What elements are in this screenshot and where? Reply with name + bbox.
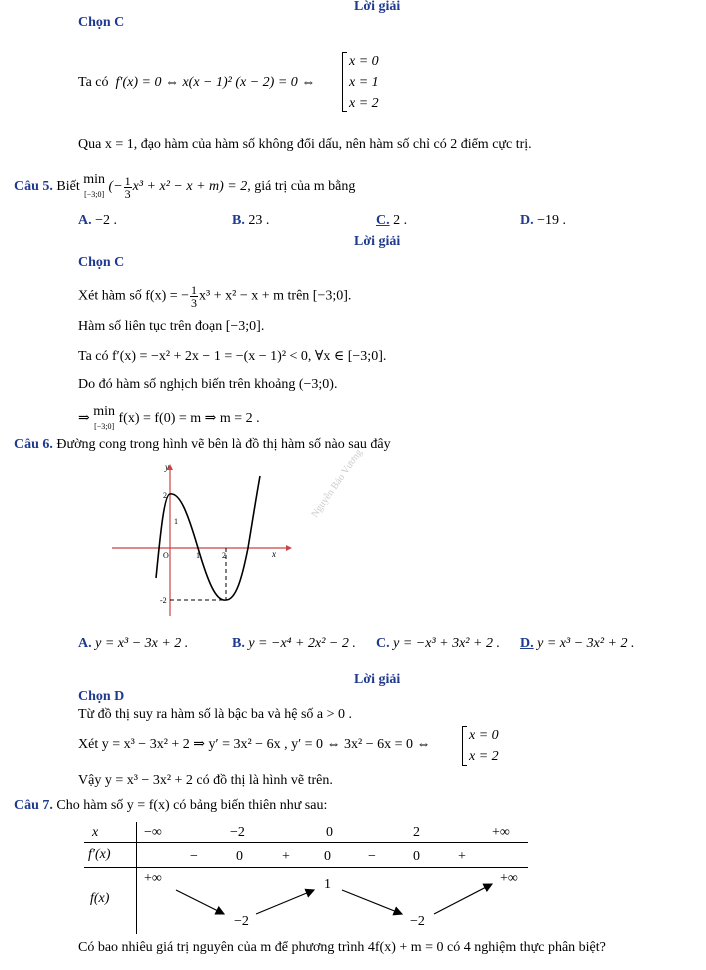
option-d[interactable]: D. y = x³ − 3x² + 2 . — [520, 636, 635, 651]
table-cell: −2 — [230, 825, 245, 840]
row-label-f: f(x) — [90, 891, 110, 906]
tick-x2: 2 — [222, 551, 226, 560]
table-cell: +∞ — [492, 825, 510, 840]
option-c[interactable]: C. y = −x³ + 3x² + 2 . — [376, 636, 500, 651]
option-b[interactable]: B. 23 . — [232, 213, 270, 228]
table-cell: +∞ — [144, 871, 162, 886]
solution-heading: Lời giải — [354, 672, 401, 687]
table-cell: − — [190, 849, 198, 864]
solution-line: Do đó hàm số nghịch biến trên khoảng (−3;0). — [78, 377, 338, 392]
table-cell: 0 — [236, 849, 243, 864]
table-cell: 0 — [413, 849, 420, 864]
solution-line: Ta có f′(x) = −x² + 2x − 1 = −(x − 1)² < 0, ∀x ∈ [−3;0]. — [78, 349, 387, 364]
solution-line: Hàm số liên tục trên đoạn [−3;0]. — [78, 319, 265, 334]
arrow-up-icon — [256, 890, 314, 914]
tick-y2: 2 — [163, 491, 167, 500]
question-stem: Câu 6. Đường cong trong hình vẽ bên là đồ thị hàm số nào sau đây — [14, 437, 391, 452]
table-cell: 1 — [324, 877, 331, 892]
variation-arrows — [84, 822, 528, 934]
table-cell: + — [458, 849, 466, 864]
table-cell: + — [282, 849, 290, 864]
solution-line: ⇒ min [−3;0] f(x) = f(0) = m ⇒ m = 2 . — [78, 404, 260, 431]
solution-line: Từ đồ thị suy ra hàm số là bậc ba và hệ số a > 0 . — [78, 707, 353, 722]
table-cell: −2 — [410, 914, 425, 929]
table-cell: 0 — [324, 849, 331, 864]
cubic-curve — [156, 476, 260, 600]
x-label: x — [272, 549, 276, 559]
x-axis-arrow-icon — [286, 545, 292, 551]
question-stem: Câu 5. Biết min [−3;0] (− $\frac{1}{3}$ x³ + x² − x + m) = 2, giá trị của m bằng — [14, 172, 356, 201]
arrow-down-icon — [176, 890, 224, 914]
option-a[interactable]: A. −2 . — [78, 213, 118, 228]
arrow-down-icon — [342, 890, 402, 914]
table-cell: 2 — [413, 825, 420, 840]
tick-x1: 1 — [196, 551, 200, 560]
y-label: y — [165, 462, 169, 472]
solution-line: Xét hàm số f(x) = − $\frac{1}{3}$ x³ + x² − x + m trên [−3;0]. — [78, 283, 352, 310]
option-b[interactable]: B. y = −x⁴ + 2x² − 2 . — [232, 636, 356, 651]
solution-line: Xét y = x³ − 3x² + 2 ⇒ y′ = 3x² − 6x , y′ = 0 ⇔ 3x² − 6x = 0 ⇔ — [78, 737, 431, 752]
table-cell: +∞ — [500, 871, 518, 886]
function-graph — [108, 447, 365, 618]
solution-line: Qua x = 1, đạo hàm của hàm số không đổi dấu, nên hàm số chỉ có 2 điểm cực trị. — [78, 137, 532, 152]
solution-heading: Lời giải — [354, 234, 401, 249]
watermark: Nguyễn Bảo Vương — [309, 447, 365, 520]
option-a[interactable]: A. y = x³ − 3x + 2 . — [78, 636, 189, 651]
tick-ym2: -2 — [160, 596, 167, 605]
equation-system: x = 0 x = 1 x = 2 — [342, 52, 343, 112]
solution-line: Vậy y = x³ − 3x² + 2 có đồ thị là hình vẽ trên. — [78, 773, 333, 788]
row-label-fprime: f′(x) — [88, 847, 111, 862]
question-stem: Câu 7. Cho hàm số y = f(x) có bảng biến thiên như sau: — [14, 798, 328, 813]
option-c[interactable]: C. 2 . — [376, 213, 408, 228]
variation-table — [84, 822, 528, 934]
table-cell: −∞ — [144, 825, 162, 840]
solution-heading: Lời giải — [354, 0, 401, 14]
option-d[interactable]: D. −19 . — [520, 213, 567, 228]
equation-system: x = 0 x = 2 — [462, 726, 463, 766]
origin-label: O — [163, 551, 169, 560]
answer-choice: Chọn C — [78, 255, 125, 270]
arrow-up-icon — [434, 884, 492, 914]
tick-y1: 1 — [174, 517, 178, 526]
table-cell: − — [368, 849, 376, 864]
answer-choice: Chọn C — [78, 15, 125, 30]
solution-line: Ta có f′(x) = 0 ⇔ x(x − 1)² (x − 2) = 0 ⇔ — [78, 75, 316, 90]
answer-choice: Chọn D — [78, 689, 125, 704]
table-cell: 0 — [326, 825, 333, 840]
question-text: Có bao nhiêu giá trị nguyên của m để phương trình 4f(x) + m = 0 có 4 nghiệm thực phân biệt? — [78, 940, 606, 955]
table-cell: −2 — [234, 914, 249, 929]
row-label-x: x — [92, 825, 99, 840]
